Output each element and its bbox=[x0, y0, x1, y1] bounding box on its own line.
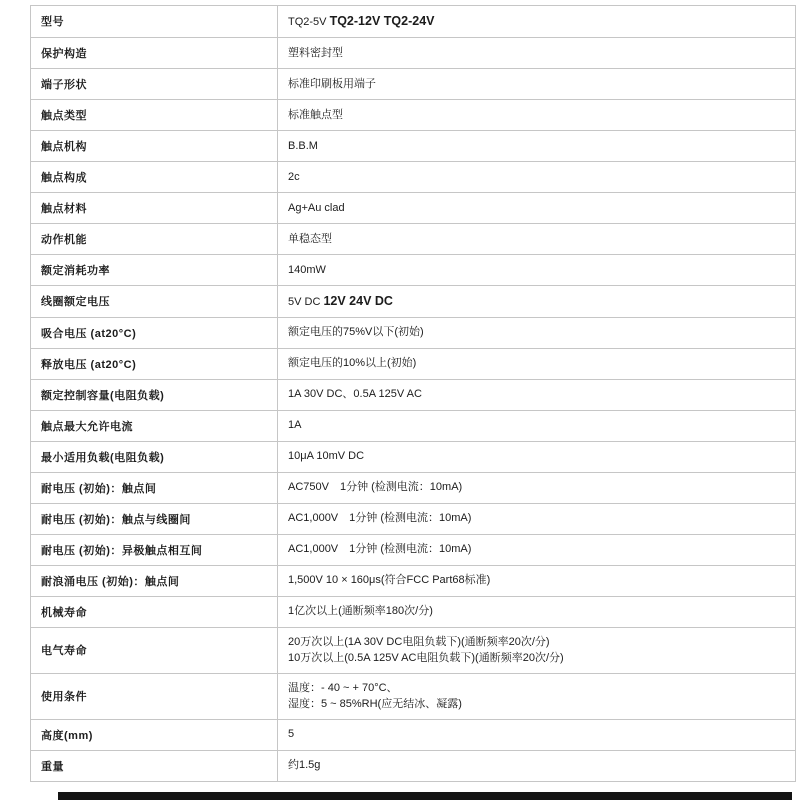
spec-value bbox=[278, 99, 796, 130]
spec-label: 最小适用负载(电阻负载) bbox=[31, 441, 278, 472]
spec-value-segment: 140mW bbox=[288, 263, 326, 276]
spec-value-bold-segment: 12V 24V DC bbox=[323, 293, 393, 308]
spec-label: 吸合电压 (at20°C) bbox=[31, 317, 278, 348]
spec-value-segment: 10μA 10mV DC bbox=[288, 450, 365, 463]
spec-value-segment: 10万次以上(0.5A 125V AC电阻负载下)(通断频率20次/分) bbox=[288, 652, 564, 664]
spec-label: 触点构成 bbox=[31, 161, 278, 192]
spec-value-segment: 标准印刷板用端子 bbox=[288, 77, 376, 90]
table-row bbox=[31, 410, 796, 441]
spec-value bbox=[278, 565, 796, 596]
spec-value-line bbox=[288, 510, 785, 527]
spec-value-segment: B.B.M bbox=[288, 139, 318, 152]
spec-value-segment: 1亿次以上(通断频率180次/分) bbox=[288, 605, 433, 618]
spec-value-segment: 温度：- 40 ~ + 70°C、 bbox=[288, 681, 398, 694]
table-row bbox=[31, 192, 796, 223]
table-row bbox=[31, 596, 796, 627]
table-row bbox=[31, 750, 796, 781]
spec-value-line bbox=[288, 292, 785, 311]
spec-value-segment: 1A bbox=[288, 419, 302, 432]
table-row bbox=[31, 161, 796, 192]
spec-value-line bbox=[288, 696, 785, 713]
table-row bbox=[31, 348, 796, 379]
spec-value bbox=[278, 285, 796, 317]
spec-value-line bbox=[288, 76, 785, 93]
spec-value-line bbox=[288, 12, 785, 31]
spec-value-line bbox=[288, 231, 785, 248]
table-row bbox=[31, 441, 796, 472]
spec-label: 线圈额定电压 bbox=[31, 285, 278, 317]
spec-value-line bbox=[288, 417, 785, 434]
spec-value-line bbox=[288, 45, 785, 62]
spec-value-segment: 2c bbox=[288, 170, 300, 183]
spec-value-segment: 1A 30V DC、0.5A 125V AC bbox=[288, 388, 422, 401]
spec-value bbox=[278, 596, 796, 627]
spec-value bbox=[278, 719, 796, 750]
table-row bbox=[31, 317, 796, 348]
spec-label: 机械寿命 bbox=[31, 596, 278, 627]
spec-value-line bbox=[288, 572, 785, 589]
spec-value bbox=[278, 410, 796, 441]
table-row bbox=[31, 99, 796, 130]
spec-label: 动作机能 bbox=[31, 223, 278, 254]
spec-value-segment: 5 bbox=[288, 728, 295, 741]
spec-value bbox=[278, 627, 796, 673]
spec-value-line bbox=[288, 603, 785, 620]
spec-value-line bbox=[288, 479, 785, 496]
spec-value bbox=[278, 317, 796, 348]
table-row bbox=[31, 285, 796, 317]
spec-label: 触点最大允许电流 bbox=[31, 410, 278, 441]
spec-value-segment: 湿度：5 ~ 85%RH(应无结冰、凝露) bbox=[288, 698, 462, 710]
spec-value bbox=[278, 192, 796, 223]
spec-value bbox=[278, 348, 796, 379]
table-row bbox=[31, 565, 796, 596]
spec-value-line bbox=[288, 355, 785, 372]
spec-value-segment: 单稳态型 bbox=[288, 232, 332, 245]
spec-value bbox=[278, 6, 796, 38]
spec-value bbox=[278, 161, 796, 192]
spec-value bbox=[278, 534, 796, 565]
spec-value-segment: 额定电压的75%V以下(初始) bbox=[288, 326, 424, 339]
spec-value-segment: AC1,000V 1分钟 (检测电流：10mA) bbox=[288, 543, 472, 556]
spec-value bbox=[278, 37, 796, 68]
spec-value-segment: Ag+Au clad bbox=[288, 201, 345, 214]
spec-value-segment: 20万次以上(1A 30V DC电阻负载下)(通断频率20次/分) bbox=[288, 635, 550, 648]
spec-label: 保护构造 bbox=[31, 37, 278, 68]
spec-value-segment: 额定电压的10%以上(初始) bbox=[288, 357, 417, 370]
spec-value-segment: 1,500V 10 × 160μs(符合FCC Part68标准) bbox=[288, 574, 491, 587]
spec-value-segment: AC1,000V 1分钟 (检测电流：10mA) bbox=[288, 512, 472, 525]
spec-value-segment: 5V DC bbox=[288, 295, 324, 308]
table-row bbox=[31, 719, 796, 750]
spec-label: 额定控制容量(电阻负载) bbox=[31, 379, 278, 410]
spec-value-line bbox=[288, 757, 785, 774]
spec-value-line bbox=[288, 634, 785, 651]
spec-value bbox=[278, 130, 796, 161]
table-row bbox=[31, 472, 796, 503]
spec-value bbox=[278, 223, 796, 254]
spec-label: 耐电压 (初始)：触点与线圈间 bbox=[31, 503, 278, 534]
table-row bbox=[31, 130, 796, 161]
table-row bbox=[31, 673, 796, 719]
spec-label: 重量 bbox=[31, 750, 278, 781]
spec-value-line bbox=[288, 541, 785, 558]
spec-label: 高度(mm) bbox=[31, 719, 278, 750]
spec-value-bold-segment: TQ2-12V TQ2-24V bbox=[329, 14, 435, 28]
table-row bbox=[31, 254, 796, 285]
cutoff-next-row-strip bbox=[58, 792, 792, 800]
spec-label: 耐电压 (初始)：异极触点相互间 bbox=[31, 534, 278, 565]
table-row bbox=[31, 37, 796, 68]
spec-label: 耐浪涌电压 (初始)：触点间 bbox=[31, 565, 278, 596]
spec-value-line bbox=[288, 262, 785, 279]
spec-value bbox=[278, 750, 796, 781]
spec-label: 型号 bbox=[31, 6, 278, 38]
spec-value bbox=[278, 379, 796, 410]
table-row bbox=[31, 6, 796, 38]
spec-value-segment: AC750V 1分钟 (检测电流：10mA) bbox=[288, 481, 463, 494]
spec-label: 使用条件 bbox=[31, 673, 278, 719]
spec-value-line bbox=[288, 200, 785, 217]
spec-value bbox=[278, 503, 796, 534]
table-row bbox=[31, 627, 796, 673]
spec-value bbox=[278, 68, 796, 99]
spec-label: 释放电压 (at20°C) bbox=[31, 348, 278, 379]
spec-value-segment: 塑料密封型 bbox=[288, 46, 343, 59]
spec-value-segment: 约1.5g bbox=[288, 759, 321, 772]
table-row bbox=[31, 503, 796, 534]
spec-label: 触点类型 bbox=[31, 99, 278, 130]
spec-label: 触点机构 bbox=[31, 130, 278, 161]
table-row bbox=[31, 223, 796, 254]
spec-value-line bbox=[288, 386, 785, 403]
spec-value bbox=[278, 254, 796, 285]
spec-value-segment: TQ2-5V bbox=[288, 16, 330, 28]
table-row bbox=[31, 534, 796, 565]
spec-value-line bbox=[288, 726, 785, 743]
table-row bbox=[31, 68, 796, 99]
spec-table bbox=[30, 5, 796, 782]
spec-value-line bbox=[288, 107, 785, 124]
spec-label: 耐电压 (初始)：触点间 bbox=[31, 472, 278, 503]
spec-value bbox=[278, 472, 796, 503]
spec-label: 触点材料 bbox=[31, 192, 278, 223]
spec-label: 端子形状 bbox=[31, 68, 278, 99]
spec-value-line bbox=[288, 169, 785, 186]
spec-value-line bbox=[288, 324, 785, 341]
spec-value-line bbox=[288, 650, 785, 667]
spec-value-line bbox=[288, 448, 785, 465]
spec-value-segment: 标准触点型 bbox=[288, 108, 343, 121]
spec-value bbox=[278, 441, 796, 472]
spec-label: 电气寿命 bbox=[31, 627, 278, 673]
spec-label: 额定消耗功率 bbox=[31, 254, 278, 285]
table-row bbox=[31, 379, 796, 410]
spec-value-line bbox=[288, 138, 785, 155]
spec-table-body bbox=[31, 6, 796, 782]
spec-value-line bbox=[288, 680, 785, 697]
spec-value bbox=[278, 673, 796, 719]
